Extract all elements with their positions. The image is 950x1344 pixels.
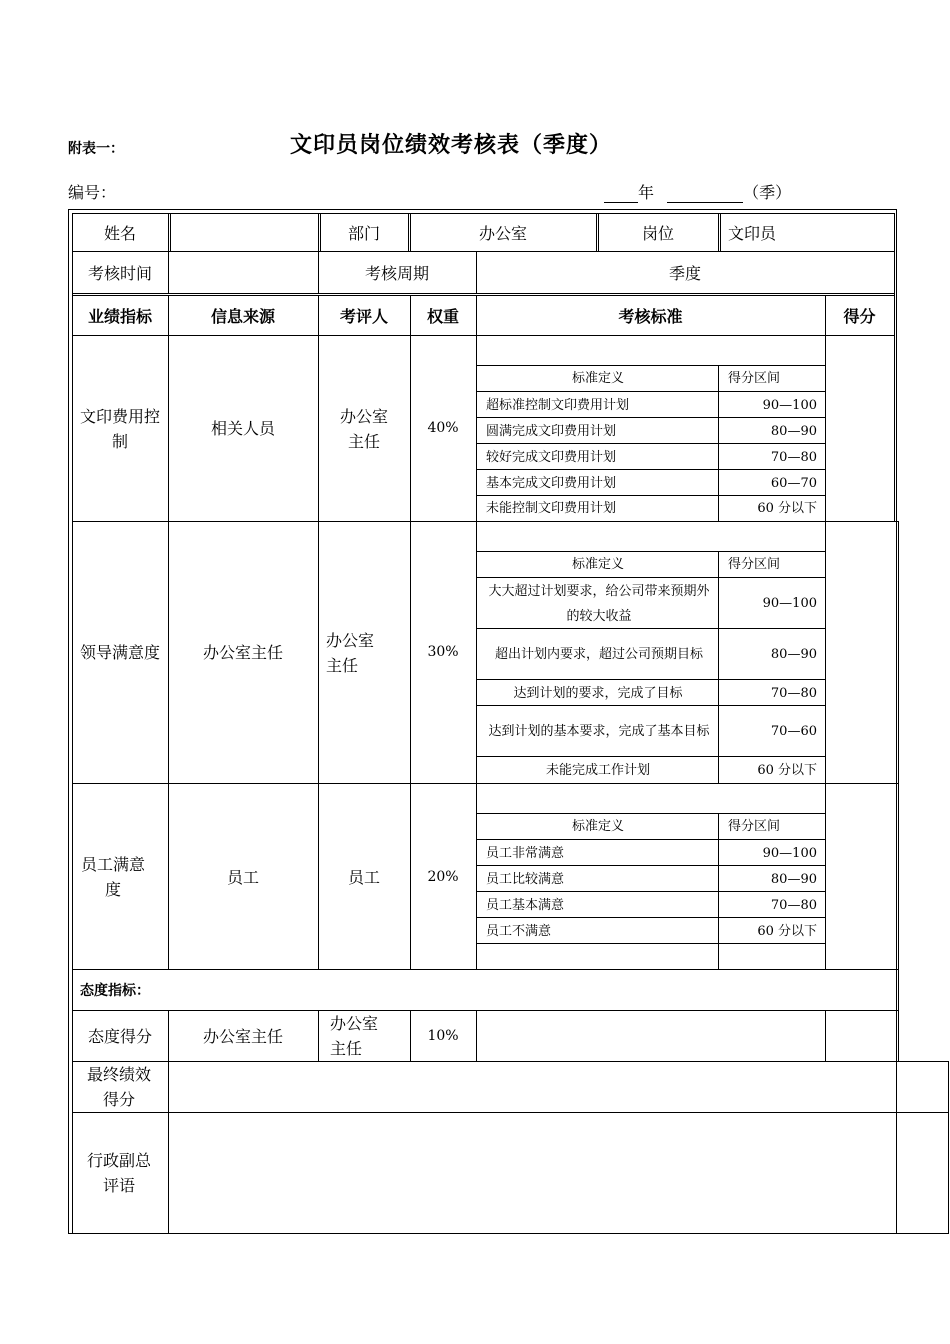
name-value[interactable] <box>168 214 318 252</box>
attitude-standard[interactable] <box>476 1011 825 1061</box>
table-rule <box>894 213 895 522</box>
attitude-score[interactable] <box>825 1011 896 1061</box>
kpi-source: 员工 <box>226 867 259 887</box>
criterion-range: 70—80 <box>770 897 817 913</box>
kpi-weight: 20% <box>427 868 459 885</box>
attitude-section-label: 态度指标： <box>80 982 150 999</box>
std-range-header: 得分区间 <box>728 557 781 572</box>
time-label: 考核时间 <box>87 263 152 283</box>
table-rule <box>718 365 719 521</box>
final-score-label: 最终绩效得分 <box>86 1065 151 1109</box>
table-rule <box>68 209 69 1234</box>
name-label: 姓名 <box>103 223 136 243</box>
criterion-range: 70—80 <box>770 685 817 701</box>
std-def-header: 标准定义 <box>571 819 624 834</box>
table-rule <box>68 1233 896 1234</box>
col-evaluator: 考评人 <box>339 306 388 326</box>
criterion-definition: 员工不满意 <box>486 923 552 939</box>
post-label: 岗位 <box>641 223 674 243</box>
col-weight: 权重 <box>426 306 459 326</box>
criterion-definition: 圆满完成文印费用计划 <box>486 423 617 439</box>
col-indicator: 业绩指标 <box>87 306 152 326</box>
criterion-range: 90—100 <box>762 845 817 861</box>
kpi-source: 办公室主任 <box>202 643 283 662</box>
criterion-range: 70—60 <box>770 724 817 739</box>
dept-value: 办公室 <box>478 223 527 243</box>
kpi-score[interactable] <box>825 784 896 970</box>
criterion-definition: 超出计划内要求，超过公司预期目标 <box>494 647 703 662</box>
time-value[interactable] <box>168 252 318 294</box>
cycle-value: 季度 <box>668 263 701 283</box>
criterion-range: 90—100 <box>762 596 817 611</box>
table-rule <box>948 1061 949 1234</box>
post-value: 文印员 <box>728 223 777 243</box>
final-score-value[interactable] <box>168 1062 896 1112</box>
kpi-score[interactable] <box>825 522 896 783</box>
dept-label: 部门 <box>347 223 380 243</box>
criterion-definition: 达到计划的要求，完成了目标 <box>513 685 683 701</box>
std-range-header: 得分区间 <box>728 371 781 386</box>
comment-value[interactable] <box>168 1113 896 1233</box>
col-standard: 考核标准 <box>618 306 683 326</box>
kpi-evaluator: 员工 <box>347 867 380 887</box>
criterion-range: 70—80 <box>770 449 817 465</box>
criterion-definition: 达到计划的基本要求，完成了基本目标 <box>488 724 710 739</box>
table-rule <box>896 1061 897 1234</box>
criterion-range: 60 分以下 <box>757 762 817 778</box>
criterion-range: 80—90 <box>770 871 817 887</box>
col-source: 信息来源 <box>210 306 275 326</box>
kpi-evaluator: 办公室主任 <box>339 406 388 451</box>
criterion-definition: 大大超过计划要求，给公司带来预期外的较大收益 <box>488 583 710 624</box>
criterion-definition: 基本完成文印费用计划 <box>486 475 617 491</box>
criterion-definition: 未能完成工作计划 <box>545 762 650 778</box>
criterion-definition: 员工非常满意 <box>486 845 565 861</box>
std-def-header: 标准定义 <box>571 371 624 386</box>
criterion-definition: 员工基本满意 <box>486 897 565 913</box>
kpi-indicator: 员工满意度 <box>80 855 145 899</box>
appendix-label: 附表一： <box>68 141 124 157</box>
criterion-definition: 较好完成文印费用计划 <box>486 449 617 465</box>
kpi-source: 相关人员 <box>210 419 275 438</box>
kpi-score[interactable] <box>825 336 894 521</box>
criterion-range: 60 分以下 <box>757 923 817 939</box>
table-rule <box>72 213 73 1234</box>
criterion-definition: 超标准控制文印费用计划 <box>486 397 630 413</box>
year-label: 年 <box>638 183 655 202</box>
kpi-weight: 40% <box>427 420 459 436</box>
col-score: 得分 <box>843 306 876 326</box>
serial-number-label: 编号： <box>68 183 117 202</box>
table-rule <box>476 295 477 970</box>
attitude-weight: 10% <box>427 1027 459 1044</box>
table-rule <box>718 813 719 970</box>
table-rule <box>718 551 719 783</box>
criterion-range: 80—90 <box>770 423 817 439</box>
page-title: 文印员岗位绩效考核表（季度） <box>290 132 613 158</box>
criterion-range: 60 分以下 <box>757 501 817 516</box>
criterion-range: 90—100 <box>762 397 817 413</box>
attitude-indicator: 态度得分 <box>87 1026 152 1046</box>
table-rule <box>898 521 899 1062</box>
std-def-header: 标准定义 <box>571 557 624 572</box>
kpi-indicator: 文印费用控制 <box>80 406 161 451</box>
kpi-evaluator: 办公室主任 <box>326 630 375 675</box>
table-rule <box>596 213 597 252</box>
period-field <box>604 180 791 203</box>
table-rule <box>318 1010 319 1062</box>
criterion-range: 80—90 <box>770 647 817 662</box>
attitude-evaluator: 办公室主任 <box>330 1014 379 1058</box>
quarter-label: （季） <box>743 183 792 202</box>
kpi-indicator: 领导满意度 <box>80 643 161 662</box>
table-rule <box>896 209 897 1062</box>
table-rule <box>718 213 719 252</box>
comment-label: 行政副总评语 <box>86 1151 151 1195</box>
table-rule <box>318 213 319 252</box>
criterion-definition: 未能控制文印费用计划 <box>486 501 617 516</box>
criterion-definition: 员工比较满意 <box>486 871 565 887</box>
attitude-source: 办公室主任 <box>202 1026 283 1046</box>
cycle-label: 考核周期 <box>364 263 429 283</box>
std-range-header: 得分区间 <box>728 819 781 834</box>
kpi-weight: 30% <box>427 644 459 660</box>
table-rule <box>896 1233 948 1234</box>
table-rule <box>68 209 896 210</box>
criterion-range: 60—70 <box>770 475 817 491</box>
table-rule <box>408 213 409 252</box>
quarter-blank[interactable] <box>667 186 743 203</box>
year-blank[interactable] <box>604 186 638 203</box>
